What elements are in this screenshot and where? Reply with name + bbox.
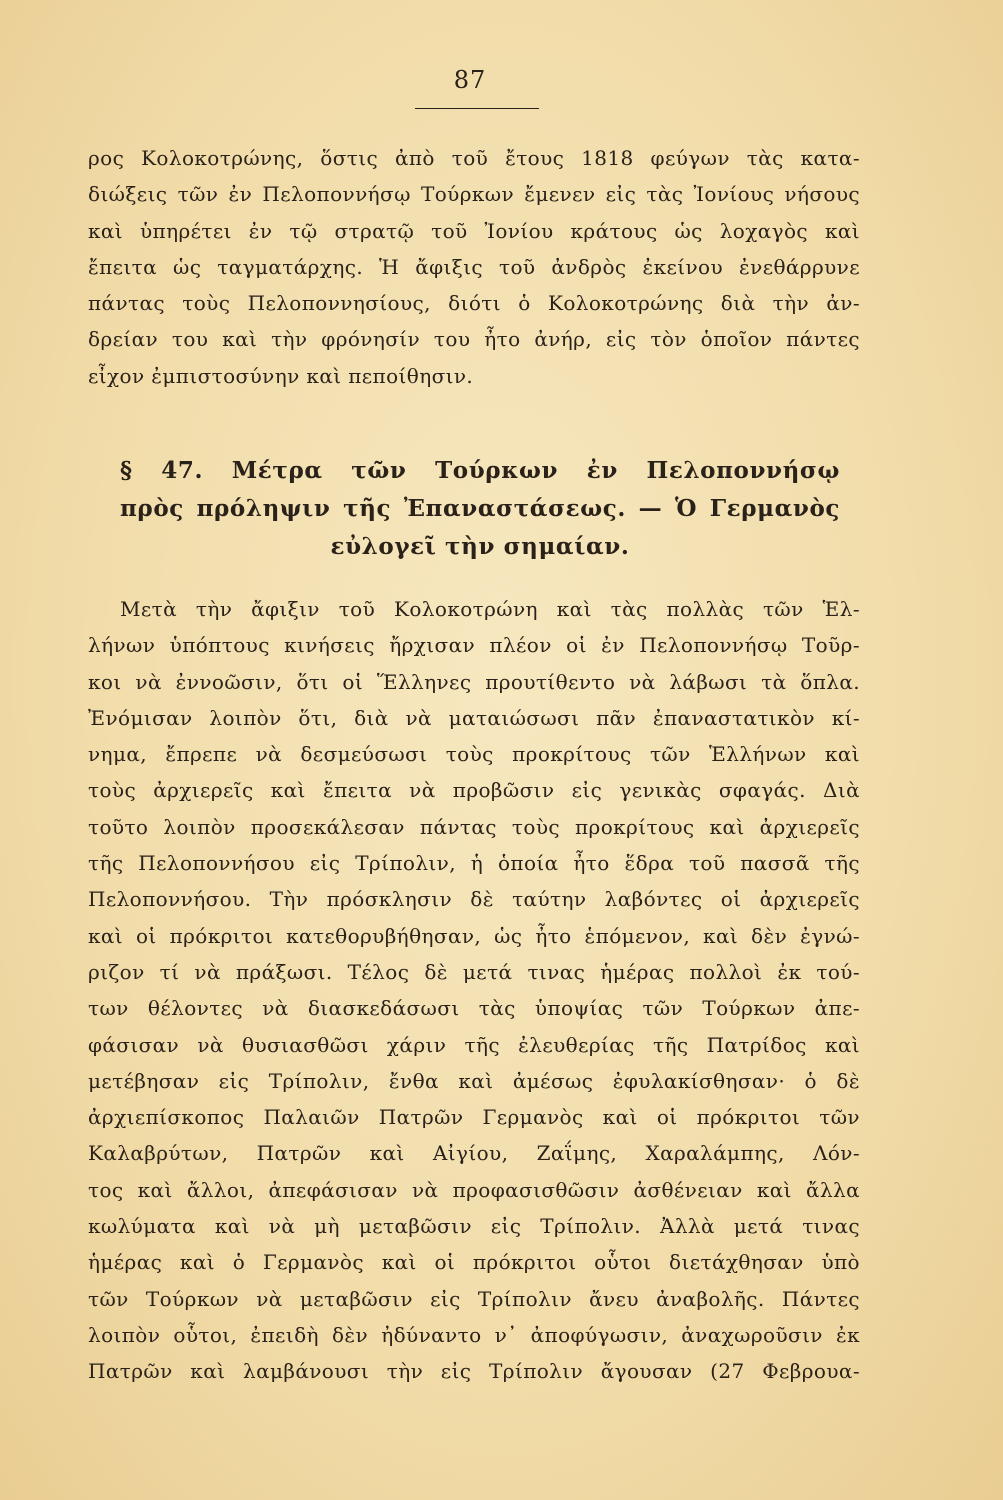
text-line: μετέβησαν εἰς Τρίπολιν, ἔνθα καὶ ἀμέσως ἐφυλακίσθησαν· ὁ δὲ — [88, 1068, 860, 1093]
text-line: καὶ οἱ πρόκριτοι κατεθορυβήθησαν, ὡς ἦτο ἑπόμενον, καὶ δὲν ἐγνώ- — [88, 923, 860, 948]
text-line: Ἐνόμισαν λοιπὸν ὅτι, διὰ νὰ ματαιώσωσι πᾶν ἐπαναστατικὸν κί- — [88, 705, 860, 730]
text-line: Μετὰ τὴν ἄφιξιν τοῦ Κολοκοτρώνη καὶ τὰς πολλὰς τῶν Ἑλ- — [120, 597, 860, 621]
text-line: φάσισαν νὰ θυσιασθῶσι χάριν τῆς ἐλευθερίας τῆς Πατρίδος καὶ — [88, 1032, 860, 1057]
text-line: τοῦτο λοιπὸν προσεκάλεσαν πάντας τοὺς προκρίτους καὶ ἀρχιερεῖς — [88, 814, 860, 839]
text-line: δρείαν του καὶ τὴν φρόνησίν του ἦτο ἀνήρ, εἰς τὸν ὁποῖον πάντες — [88, 327, 860, 352]
page-number-rule — [415, 108, 539, 109]
text-line: των θέλοντες νὰ διασκεδάσωσι τὰς ὑποψίας τῶν Τούρκων ἀπε- — [88, 996, 860, 1021]
paragraph-continuation — [88, 140, 860, 394]
section-heading-line: πρὸς πρόληψιν τῆς Ἐπαναστάσεως. — Ὁ Γερμανὸς — [120, 495, 840, 522]
text-line: νημα, ἔπρεπε νὰ δεσμεύσωσι τοὺς προκρίτους τῶν Ἑλλήνων καὶ — [88, 742, 860, 767]
text-line: εἶχον ἐμπιστοσύνην καὶ πεποίθησιν. — [88, 363, 474, 388]
text-line: Καλαβρύτων, Πατρῶν καὶ Αἰγίου, Ζαΐμης, Χαραλάμπης, Λόν- — [88, 1141, 860, 1166]
text-line: ριζον τί νὰ πράξωσι. Τέλος δὲ μετά τινας ἡμέρας πολλοὶ ἐκ τού- — [88, 959, 860, 984]
section-paragraph — [88, 591, 860, 1390]
text-line: διώξεις τῶν ἐν Πελοποννήσῳ Τούρκων ἔμενεν εἰς τὰς Ἰονίους νήσους — [88, 182, 860, 207]
text-line: ρος Κολοκοτρώνης, ὅστις ἀπὸ τοῦ ἔτους 1818 φεύγων τὰς κατα- — [88, 146, 860, 170]
text-line: Πελοποννήσου. Τὴν πρόσκλησιν δὲ ταύτην λαβόντες οἱ ἀρχιερεῖς — [88, 887, 860, 912]
section-heading-line: § 47. Μέτρα τῶν Τούρκων ἐν Πελοποννήσῳ — [120, 457, 840, 484]
text-line: κοι νὰ ἐννοῶσιν, ὅτι οἱ Ἕλληνες προυτίθεντο νὰ λάβωσι τὰ ὅπλα. — [88, 669, 860, 694]
text-line: τοὺς ἀρχιερεῖς καὶ ἔπειτα νὰ προβῶσιν εἰς γενικὰς σφαγάς. Διὰ — [88, 778, 860, 803]
text-line: ἡμέρας καὶ ὁ Γερμανὸς καὶ οἱ πρόκριτοι οὗτοι διετάχθησαν ὑπὸ — [88, 1250, 860, 1275]
text-line: λήνων ὑπόπτους κινήσεις ἤρχισαν πλέον οἱ ἐν Πελοποννήσῳ Τοῦρ- — [88, 633, 860, 658]
section-heading — [120, 452, 840, 566]
text-line: καὶ ὑπηρέτει ἐν τῷ στρατῷ τοῦ Ἰονίου κράτους ὡς λοχαγὸς καὶ — [88, 218, 860, 243]
text-line: κωλύματα καὶ νὰ μὴ μεταβῶσιν εἰς Τρίπολιν. Ἀλλὰ μετά τινας — [88, 1214, 860, 1239]
text-line: τῆς Πελοποννήσου εἰς Τρίπολιν, ἡ ὁποία ἦτο ἕδρα τοῦ πασσᾶ τῆς — [88, 851, 860, 876]
text-line: ἔπειτα ὡς ταγματάρχης. Ἡ ἄφιξις τοῦ ἀνδρὸς ἐκείνου ἐνεθάρρυνε — [88, 254, 860, 279]
text-line: Πατρῶν καὶ λαμβάνουσι τὴν εἰς Τρίπολιν ἄγουσαν (27 Φεβρουα- — [88, 1359, 860, 1384]
text-line: τος καὶ ἄλλοι, ἀπεφάσισαν νὰ προφασισθῶσιν ἀσθένειαν καὶ ἄλλα — [88, 1177, 860, 1202]
text-line: λοιπὸν οὗτοι, ἐπειδὴ δὲν ἠδύναντο ν᾽ ἀποφύγωσιν, ἀναχωροῦσιν ἐκ — [88, 1322, 860, 1347]
page-number: 87 — [453, 66, 487, 94]
text-line: πάντας τοὺς Πελοποννησίους, διότι ὁ Κολοκοτρώνης διὰ τὴν ἀν- — [88, 291, 860, 316]
text-line: ἀρχιεπίσκοπος Παλαιῶν Πατρῶν Γερμανὸς καὶ οἱ πρόκριτοι τῶν — [88, 1105, 860, 1130]
section-heading-line: εὐλογεῖ τὴν σημαίαν. — [330, 533, 630, 560]
text-line: τῶν Τούρκων νὰ μεταβῶσιν εἰς Τρίπολιν ἄνευ ἀναβολῆς. Πάντες — [88, 1286, 860, 1311]
